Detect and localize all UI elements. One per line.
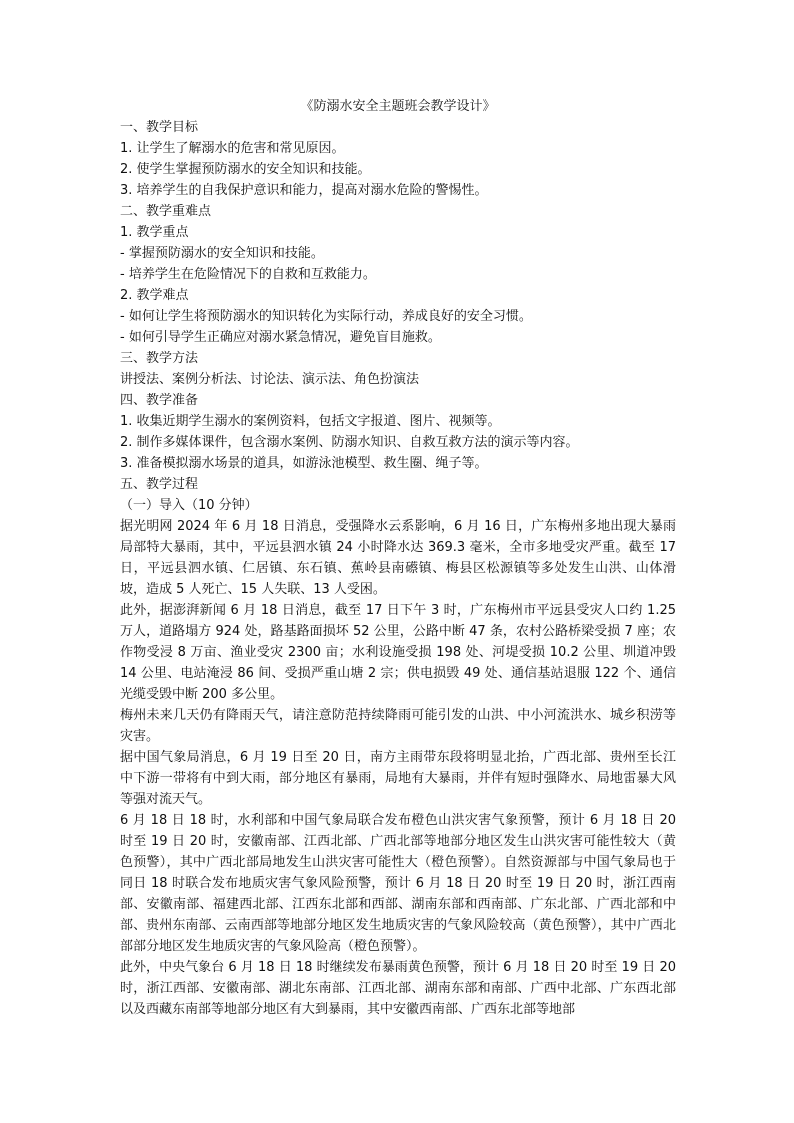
section-heading-objectives: 一、教学目标 <box>120 120 199 135</box>
document-title: 《防溺水安全主题班会教学设计》 <box>300 99 496 114</box>
body-paragraph: 据中国气象局消息，6 月 19 日至 20 日，南方主雨带东段将明显北抬，广西北部、贵州至长江中下游一带将有中到大雨，部分地区有暴雨，局地有大暴雨，并伴有短时强降水、局地雷暴大风等强对流天气。 <box>120 750 676 807</box>
subheading-intro: （一）导入（10 分钟） <box>120 498 258 513</box>
key-item: - 培养学生在危险情况下的自救和互救能力。 <box>120 267 376 282</box>
body-paragraph: 梅州未来几天仍有降雨天气，请注意防范持续降雨可能引发的山洪、中小河流洪水、城乡积涝等灾害。 <box>120 708 676 744</box>
preparation-item: 2. 制作多媒体课件，包含溺水案例、防溺水知识、自救互救方法的演示等内容。 <box>120 435 579 450</box>
objective-item: 2. 使学生掌握预防溺水的安全知识和技能。 <box>120 162 371 177</box>
methods-text: 讲授法、案例分析法、讨论法、演示法、角色扮演法 <box>120 372 420 387</box>
objective-item: 3. 培养学生的自我保护意识和能力，提高对溺水危险的警惕性。 <box>120 183 488 198</box>
preparation-item: 1. 收集近期学生溺水的案例资料，包括文字报道、图片、视频等。 <box>120 414 501 429</box>
difficulty-item: - 如何让学生将预防溺水的知识转化为实际行动，养成良好的安全习惯。 <box>120 309 532 324</box>
objective-item: 1. 让学生了解溺水的危害和常见原因。 <box>120 141 345 156</box>
body-paragraph: 6 月 18 日 18 时，水利部和中国气象局联合发布橙色山洪灾害气象预警，预计 6 月 18 日 20 时至 19 日 20 时，安徽南部、江西北部、广西北部等地部分地区发生山洪灾害可能性较大（黄色预警），其中广西北部局地发生山洪灾害可能性大（橙色预警）。自然资源部与中国气象局也于同日 18 时联合发布地质灾害气象风险预警，预计 6 月 18 日 20 时至 19 日 20 时，浙江西南部、安徽南部、福建西北部、江西东北部和西部、湖南东部和西南部、广东北部、广西北部和中部、贵州东南部、云南西部等地部分地区发生地质灾害的气象风险较高（黄色预警），其中广西北部部分地区发生地质灾害的气象风险高（橙色预警）。 <box>120 813 676 954</box>
body-paragraph: 据光明网 2024 年 6 月 18 日消息，受强降水云系影响，6 月 16 日，广东梅州多地出现大暴雨局部特大暴雨，其中，平远县泗水镇 24 小时降水达 369.3 毫米，全市多地受灾严重。截至 17 日，平远县泗水镇、仁居镇、东石镇、蕉岭县南礤镇、梅县区松源镇等多处发生山洪、山体滑坡，造成 5 人死亡、15 人失联、13 人受困。 <box>120 519 676 597</box>
body-paragraph: 此外，据澎湃新闻 6 月 18 日消息，截至 17 日下午 3 时，广东梅州市平远县受灾人口约 1.25 万人，道路塌方 924 处，路基路面损坏 52 公里，公路中断 47 条，农村公路桥梁受损 7 座；农作物受浸 8 万亩、渔业受灾 2300 亩；水利设施受损 198 处、河堤受损 10.2 公里、圳道冲毁 14 公里、电站淹浸 86 间、受损严重山塘 2 宗；供电损毁 49 处、通信基站退服 122 个、通信光缆受毁中断 200 多公里。 <box>120 603 676 702</box>
body-paragraph: 此外，中央气象台 6 月 18 日 18 时继续发布暴雨黄色预警，预计 6 月 18 日 20 时至 19 日 20 时，浙江西部、安徽南部、湖北东南部、江西北部、湖南东部和南部、广西中北部、广东西北部以及西藏东南部等地部分地区有大到暴雨，其中安徽西南部、广西东北部等地部 <box>120 960 676 1017</box>
section-heading-process: 五、教学过程 <box>120 477 199 492</box>
section-heading-preparation: 四、教学准备 <box>120 393 199 408</box>
subheading-difficulty: 2. 教学难点 <box>120 288 189 303</box>
preparation-item: 3. 准备模拟溺水场景的道具，如游泳池模型、救生圈、绳子等。 <box>120 456 488 471</box>
key-item: - 掌握预防溺水的安全知识和技能。 <box>120 246 324 261</box>
section-heading-methods: 三、教学方法 <box>120 351 199 366</box>
section-heading-key-points: 二、教学重难点 <box>120 204 212 219</box>
subheading-key: 1. 教学重点 <box>120 225 189 240</box>
difficulty-item: - 如何引导学生正确应对溺水紧急情况，避免盲目施救。 <box>120 330 441 345</box>
